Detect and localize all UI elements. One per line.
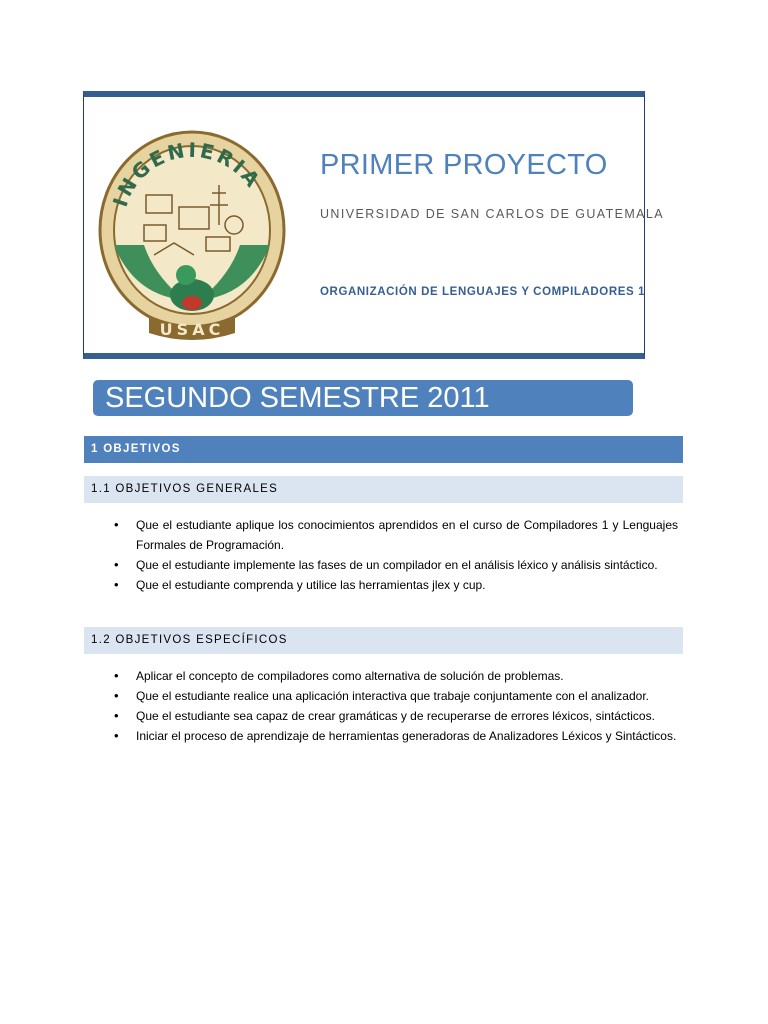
- university-name: UNIVERSIDAD DE SAN CARLOS DE GUATEMALA: [320, 207, 665, 221]
- bullet-icon: •: [114, 577, 119, 592]
- bullet-icon: •: [114, 708, 119, 723]
- seal-bottom-text: USAC: [159, 320, 225, 339]
- list-item: • Que el estudiante sea capaz de crear gramáticas y de recuperarse de errores léxicos, sintácticos.: [114, 706, 678, 726]
- usac-engineering-seal-logo: [94, 125, 290, 345]
- course-name: ORGANIZACIÓN DE LENGUAJES Y COMPILADORES 1: [320, 286, 646, 298]
- seal-top-text: INGENIERIA: [107, 137, 267, 210]
- section-heading-objetivos: 1 OBJETIVOS: [84, 436, 683, 463]
- subsection-heading-objetivos-especificos: 1.2 OBJETIVOS ESPECÍFICOS: [84, 627, 683, 654]
- list-item: • Que el estudiante implemente las fases de un compilador en el análisis léxico y análisis sintáctico.: [114, 555, 678, 575]
- subsection-heading-objetivos-generales: 1.1 OBJETIVOS GENERALES: [84, 476, 683, 503]
- bullet-icon: •: [114, 688, 119, 703]
- list-item: • Iniciar el proceso de aprendizaje de herramientas generadoras de Analizadores Léxicos y Sintácticos.: [114, 726, 678, 746]
- objetivos-generales-list: [114, 515, 678, 595]
- cover-header: [83, 91, 665, 359]
- list-item: • Que el estudiante aplique los conocimientos aprendidos en el curso de Compiladores 1 y Lenguajes Formales de Programación.: [114, 517, 678, 552]
- objetivos-especificos-list: [114, 666, 678, 746]
- bullet-icon: •: [114, 517, 119, 532]
- bullet-icon: •: [114, 728, 119, 743]
- list-item: • Que el estudiante comprenda y utilice las herramientas jlex y cup.: [114, 575, 678, 595]
- list-item: • Aplicar el concepto de compiladores como alternativa de solución de problemas.: [114, 666, 678, 686]
- bullet-icon: •: [114, 557, 119, 572]
- list-item: • Que el estudiante realice una aplicación interactiva que trabaje conjuntamente con el analizador.: [114, 686, 678, 706]
- semester-banner: SEGUNDO SEMESTRE 2011: [93, 380, 633, 416]
- document-title: PRIMER PROYECTO: [320, 149, 608, 181]
- bullet-icon: •: [114, 668, 119, 683]
